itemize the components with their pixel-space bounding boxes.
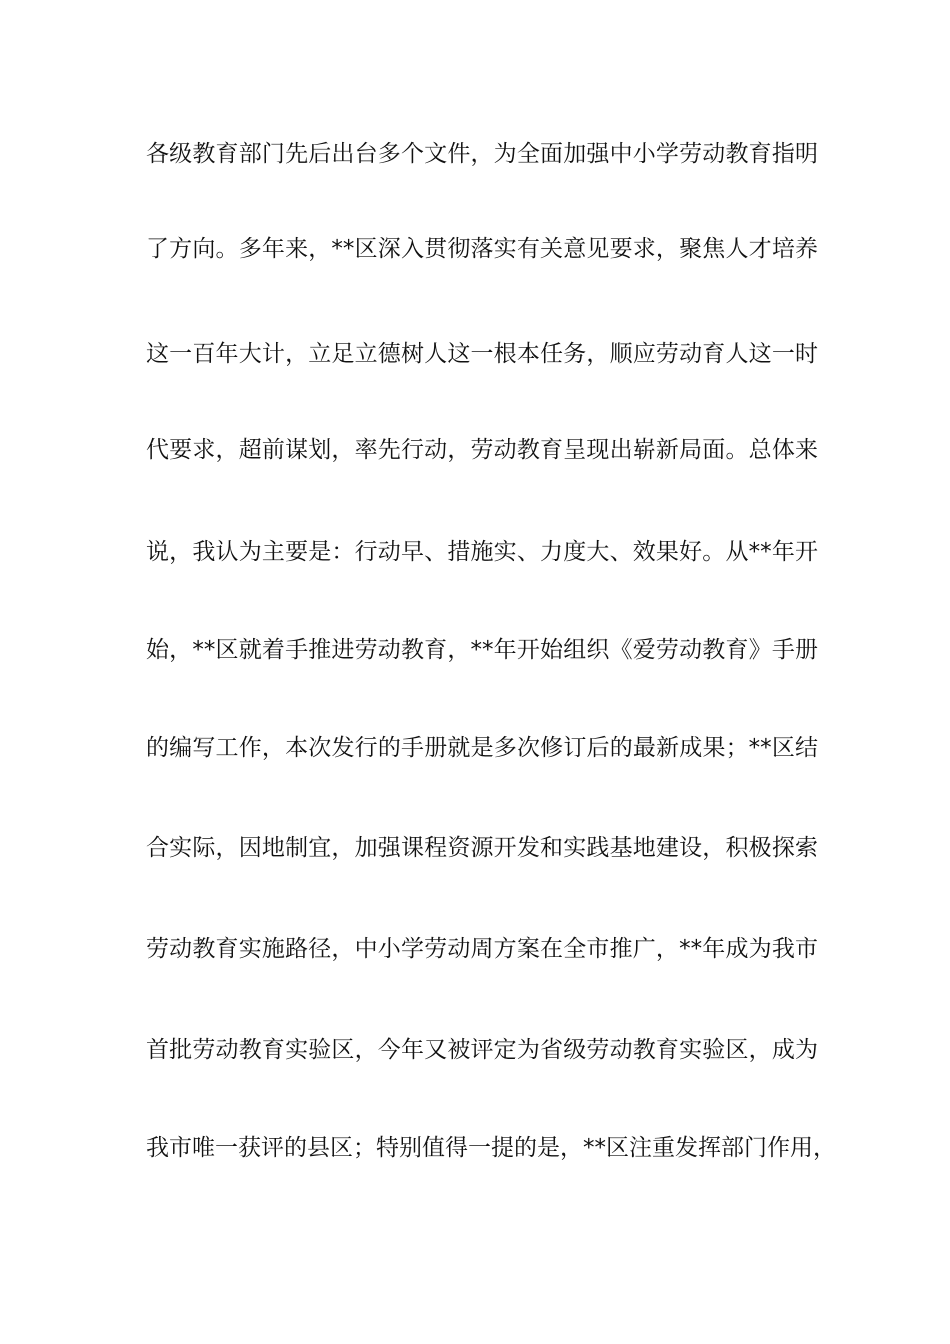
paragraph-line: 代要求，超前谋划，率先行动，劳动教育呈现出崭新局面。总体来 xyxy=(146,437,818,463)
paragraph-line: 首批劳动教育实验区，今年又被评定为省级劳动教育实验区，成为 xyxy=(146,1037,818,1063)
paragraph-line: 了方向。多年来，**区深入贯彻落实有关意见要求，聚焦人才培养 xyxy=(146,236,818,262)
paragraph-line: 说，我认为主要是：行动早、措施实、力度大、效果好。从**年开 xyxy=(146,539,818,565)
paragraph-line: 各级教育部门先后出台多个文件，为全面加强中小学劳动教育指明 xyxy=(146,141,818,167)
paragraph-line: 合实际，因地制宜，加强课程资源开发和实践基地建设，积极探索 xyxy=(146,835,818,861)
paragraph-line: 我市唯一获评的县区；特别值得一提的是，**区注重发挥部门作用， xyxy=(146,1135,836,1161)
paragraph-line: 始，**区就着手推进劳动教育，**年开始组织《爱劳动教育》手册 xyxy=(146,637,818,663)
paragraph-line: 这一百年大计，立足立德树人这一根本任务，顺应劳动育人这一时 xyxy=(146,341,818,367)
paragraph-line: 的编写工作，本次发行的手册就是多次修订后的最新成果；**区结 xyxy=(146,735,818,761)
paragraph-line: 劳动教育实施路径，中小学劳动周方案在全市推广，**年成为我市 xyxy=(146,936,818,962)
